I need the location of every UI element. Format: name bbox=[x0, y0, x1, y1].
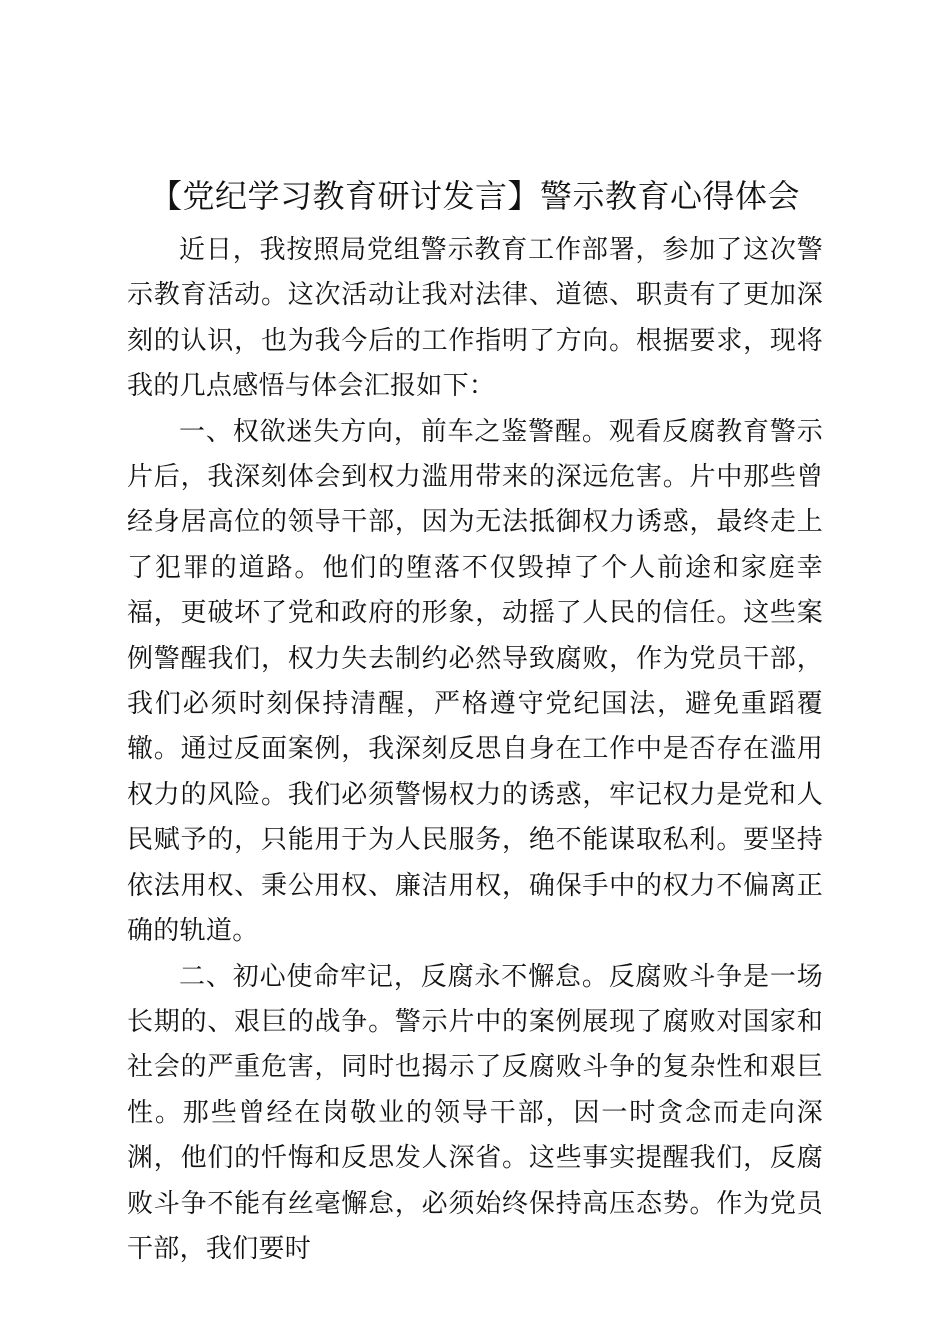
document-title: 【党纪学习教育研讨发言】警示教育心得体会 bbox=[149, 177, 800, 215]
document-body bbox=[127, 228, 823, 1272]
paragraph-section-one: 一、权欲迷失方向，前车之鉴警醒。观看反腐教育警示片后，我深刻体会到权力滥用带来的深远危害。片中那些曾经身居高位的领导干部，因为无法抵御权力诱惑，最终走上了犯罪的道路。他们的堕落不仅毁掉了个人前途和家庭幸福，更破坏了党和政府的形象，动摇了人民的信任。这些案例警醒我们，权力失去制约必然导致腐败，作为党员干部，我们必须时刻保持清醒，严格遵守党纪国法，避免重蹈覆辙。通过反面案例，我深刻反思自身在工作中是否存在滥用权力的风险。我们必须警惕权力的诱惑，牢记权力是党和人民赋予的，只能用于为人民服务，绝不能谋取私利。要坚持依法用权、秉公用权、廉洁用权，确保手中的权力不偏离正确的轨道。 bbox=[127, 416, 823, 947]
paragraph-intro: 近日，我按照局党组警示教育工作部署，参加了这次警示教育活动。这次活动让我对法律、道德、职责有了更加深刻的认识，也为我今后的工作指明了方向。根据要求，现将我的几点感悟与体会汇报如下： bbox=[127, 235, 823, 402]
paragraph-section-two: 二、初心使命牢记，反腐永不懈怠。反腐败斗争是一场长期的、艰巨的战争。警示片中的案例展现了腐败对国家和社会的严重危害，同时也揭示了反腐败斗争的复杂性和艰巨性。那些曾经在岗敬业的领导干部，因一时贪念而走向深渊，他们的忏悔和反思发人深省。这些事实提醒我们，反腐败斗争不能有丝毫懈怠，必须始终保持高压态势。作为党员干部，我们要时 bbox=[127, 961, 823, 1264]
